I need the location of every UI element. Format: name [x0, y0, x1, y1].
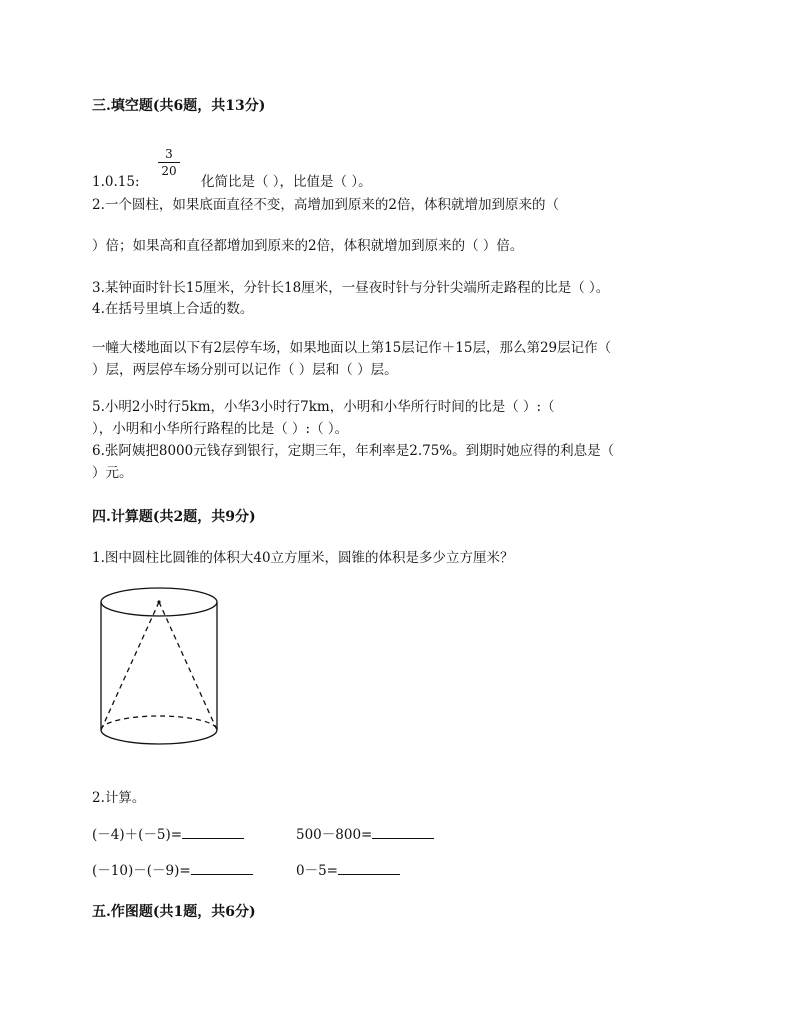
- answer-blank[interactable]: [372, 824, 434, 839]
- q5-line2: ），小明和小华所行路程的比是（ ）:（ ）。: [92, 421, 349, 437]
- cylinder-cone-figure: [95, 585, 227, 750]
- q5-line1: 5.小明2小时行5km，小华3小时行7km，小明和小华所行时间的比是（ ）:（: [92, 399, 555, 415]
- fraction-numerator: 3: [165, 147, 173, 161]
- fraction-3-20: [158, 147, 180, 178]
- q1-text: 化简比是（ ），比值是（ ）。: [201, 174, 372, 190]
- calc-q2-intro: 2.计算。: [92, 790, 146, 806]
- expr-row2-right: [296, 860, 400, 880]
- expr-text: (－4)＋(－5)=: [92, 827, 183, 843]
- q2-line2: ）倍；如果高和直径都增加到原来的2倍，体积就增加到原来的（ ）倍。: [92, 238, 524, 254]
- answer-blank[interactable]: [191, 860, 253, 875]
- q6-line2: ）元。: [92, 465, 133, 481]
- expr-text: 0－5=: [296, 863, 338, 879]
- q2-line1: 2.一个圆柱，如果底面直径不变，高增加到原来的2倍，体积就增加到原来的（: [92, 197, 559, 213]
- q4-line1: 一幢大楼地面以下有2层停车场，如果地面以上第15层记作＋15层，那么第29层记作（: [92, 340, 612, 356]
- calc-q1-text: 1.图中圆柱比圆锥的体积大40立方厘米，圆锥的体积是多少立方厘米？: [92, 550, 514, 566]
- q6-line1: 6.张阿姨把8000元钱存到银行，定期三年，年利率是2.75%。到期时她应得的利息是（: [92, 443, 615, 459]
- fraction-denominator: 20: [161, 164, 177, 178]
- expr-text: (－10)－(－9)=: [92, 863, 191, 879]
- answer-blank[interactable]: [338, 860, 400, 875]
- q1-prefix: 1.0.15:: [92, 174, 140, 190]
- expr-row1-right: [296, 824, 434, 844]
- section4-heading: 四.计算题(共2题，共9分): [92, 509, 256, 525]
- cylinder-bottom-back-arc: [101, 716, 217, 730]
- q4-line2: ）层，两层停车场分别可以记作（ ）层和（ ）层。: [92, 362, 398, 378]
- q3-text: 3.某钟面时针长15厘米，分针长18厘米，一昼夜时针与分针尖端所走路程的比是（ ）。: [92, 280, 610, 296]
- cone-left-edge: [101, 602, 159, 730]
- section5-heading: 五.作图题(共1题，共6分): [92, 904, 256, 920]
- cone-apex-dot: [157, 600, 160, 603]
- cone-right-edge: [159, 602, 217, 730]
- answer-blank[interactable]: [182, 824, 244, 839]
- expr-text: 500－800=: [296, 827, 373, 843]
- section3-heading: 三.填空题(共6题，共13分): [92, 98, 266, 114]
- expr-row1-left: [92, 824, 244, 844]
- expr-row2-left: [92, 860, 253, 880]
- q4-intro: 4.在括号里填上合适的数。: [92, 301, 254, 317]
- fraction-bar: [158, 162, 180, 163]
- cylinder-bottom-front-arc: [101, 730, 217, 744]
